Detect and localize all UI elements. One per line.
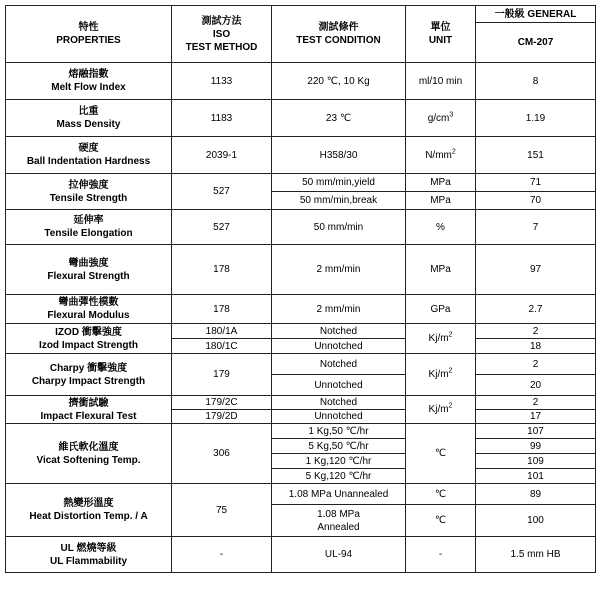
unit-cell: $Kj/m^2$ [406, 324, 476, 354]
condition-cell: 2 mm/min [272, 245, 406, 295]
condition-cell: Notched [272, 324, 406, 339]
row-tensile-elongation [6, 210, 596, 245]
row-tensile-strength [6, 174, 596, 192]
row-vicat-softening [6, 424, 596, 439]
method-cell: 527 [172, 210, 272, 245]
value-cell: 99 [476, 439, 596, 454]
value-cell: 100 [476, 505, 596, 537]
unit-cell: ℃ [406, 424, 476, 484]
value-cell: 2 [476, 354, 596, 375]
value-cell: 109 [476, 454, 596, 469]
condition-cell: 1.08 MPa Annealed [272, 505, 406, 537]
properties-table [5, 5, 596, 573]
property-cell: 熱變形溫度 Heat Distortion Temp. / A [6, 484, 172, 537]
header-unit: 單位 UNIT [406, 6, 476, 63]
method-cell: 1183 [172, 100, 272, 137]
condition-cell: 220 ℃, 10 Kg [272, 63, 406, 100]
condition-cell: 5 Kg,50 ℃/hr [272, 439, 406, 454]
value-cell: 8 [476, 63, 596, 100]
unit-cell: $Kj/m^2$ [406, 354, 476, 396]
header-test-method: 測試方法 ISO TEST METHOD [172, 6, 272, 63]
value-cell: 107 [476, 424, 596, 439]
unit-cell: MPa [406, 245, 476, 295]
header-grade-code: CM-207 [476, 23, 596, 63]
value-cell: 70 [476, 192, 596, 210]
unit-cell: $Kj/m^2$ [406, 396, 476, 424]
properties-sheet [5, 5, 596, 573]
property-cell: 維氏軟化溫度 Vicat Softening Temp. [6, 424, 172, 484]
unit-cell: MPa [406, 192, 476, 210]
unit-cell: ml/10 min [406, 63, 476, 100]
unit-cell: GPa [406, 295, 476, 324]
method-cell: 180/1C [172, 339, 272, 354]
row-ul-flammability [6, 537, 596, 573]
row-impact-flexural-test [6, 396, 596, 410]
row-mass-density [6, 100, 596, 137]
header-row [6, 6, 596, 23]
value-cell: 151 [476, 137, 596, 174]
property-cell: 熔融指數 Melt Flow Index [6, 63, 172, 100]
property-cell: UL 燃燒等級 UL Flammability [6, 537, 172, 573]
method-cell: - [172, 537, 272, 573]
value-cell: 71 [476, 174, 596, 192]
value-cell: 7 [476, 210, 596, 245]
method-cell: 178 [172, 295, 272, 324]
row-charpy-impact [6, 354, 596, 375]
row-ball-indentation-hardness [6, 137, 596, 174]
property-cell: 彎曲強度 Flexural Strength [6, 245, 172, 295]
condition-cell: 50 mm/min,break [272, 192, 406, 210]
value-cell: 17 [476, 410, 596, 424]
unit-cell: $g/cm^3$ [406, 100, 476, 137]
condition-cell: Unnotched [272, 410, 406, 424]
property-cell: IZOD 衝擊強度 Izod Impact Strength [6, 324, 172, 354]
condition-cell: 1 Kg,120 ℃/hr [272, 454, 406, 469]
header-grade-label: 一般級 GENERAL [476, 6, 596, 23]
header-test-condition: 測試條件 TEST CONDITION [272, 6, 406, 63]
method-cell: 75 [172, 484, 272, 537]
property-cell: 擠衝試驗 Impact Flexural Test [6, 396, 172, 424]
unit-cell: - [406, 537, 476, 573]
method-cell: 179 [172, 354, 272, 396]
method-cell: 2039-1 [172, 137, 272, 174]
value-cell: 89 [476, 484, 596, 505]
unit-cell: % [406, 210, 476, 245]
condition-cell: Notched [272, 396, 406, 410]
method-cell: 306 [172, 424, 272, 484]
row-flexural-strength [6, 245, 596, 295]
condition-cell: 50 mm/min,yield [272, 174, 406, 192]
value-cell: 2.7 [476, 295, 596, 324]
method-cell: 179/2D [172, 410, 272, 424]
property-cell: 比重 Mass Density [6, 100, 172, 137]
method-cell: 527 [172, 174, 272, 210]
value-cell: 2 [476, 324, 596, 339]
value-cell: 2 [476, 396, 596, 410]
condition-cell: 23 ℃ [272, 100, 406, 137]
row-flexural-modulus [6, 295, 596, 324]
condition-cell: 1 Kg,50 ℃/hr [272, 424, 406, 439]
condition-cell: Unnotched [272, 375, 406, 396]
row-heat-distortion [6, 484, 596, 505]
value-cell: 18 [476, 339, 596, 354]
condition-cell: Notched [272, 354, 406, 375]
value-cell: 97 [476, 245, 596, 295]
property-cell: 硬度 Ball Indentation Hardness [6, 137, 172, 174]
method-cell: 180/1A [172, 324, 272, 339]
condition-cell: 1.08 MPa Unannealed [272, 484, 406, 505]
property-cell: Charpy 衝擊強度 Charpy Impact Strength [6, 354, 172, 396]
row-izod-impact [6, 324, 596, 339]
header-properties: 特性 PROPERTIES [6, 6, 172, 63]
method-cell: 1133 [172, 63, 272, 100]
condition-cell: Unnotched [272, 339, 406, 354]
unit-cell: ℃ [406, 484, 476, 505]
property-cell: 彎曲彈性模數 Flexural Modulus [6, 295, 172, 324]
value-cell: 20 [476, 375, 596, 396]
condition-cell: 5 Kg,120 ℃/hr [272, 469, 406, 484]
condition-cell: UL-94 [272, 537, 406, 573]
value-cell: 1.19 [476, 100, 596, 137]
condition-cell: H358/30 [272, 137, 406, 174]
value-cell: 101 [476, 469, 596, 484]
unit-cell: ℃ [406, 505, 476, 537]
property-cell: 延伸率 Tensile Elongation [6, 210, 172, 245]
row-melt-flow-index [6, 63, 596, 100]
condition-cell: 2 mm/min [272, 295, 406, 324]
method-cell: 178 [172, 245, 272, 295]
unit-cell: $N/mm^2$ [406, 137, 476, 174]
property-cell: 拉伸強度 Tensile Strength [6, 174, 172, 210]
value-cell: 1.5 mm HB [476, 537, 596, 573]
method-cell: 179/2C [172, 396, 272, 410]
condition-cell: 50 mm/min [272, 210, 406, 245]
unit-cell: MPa [406, 174, 476, 192]
